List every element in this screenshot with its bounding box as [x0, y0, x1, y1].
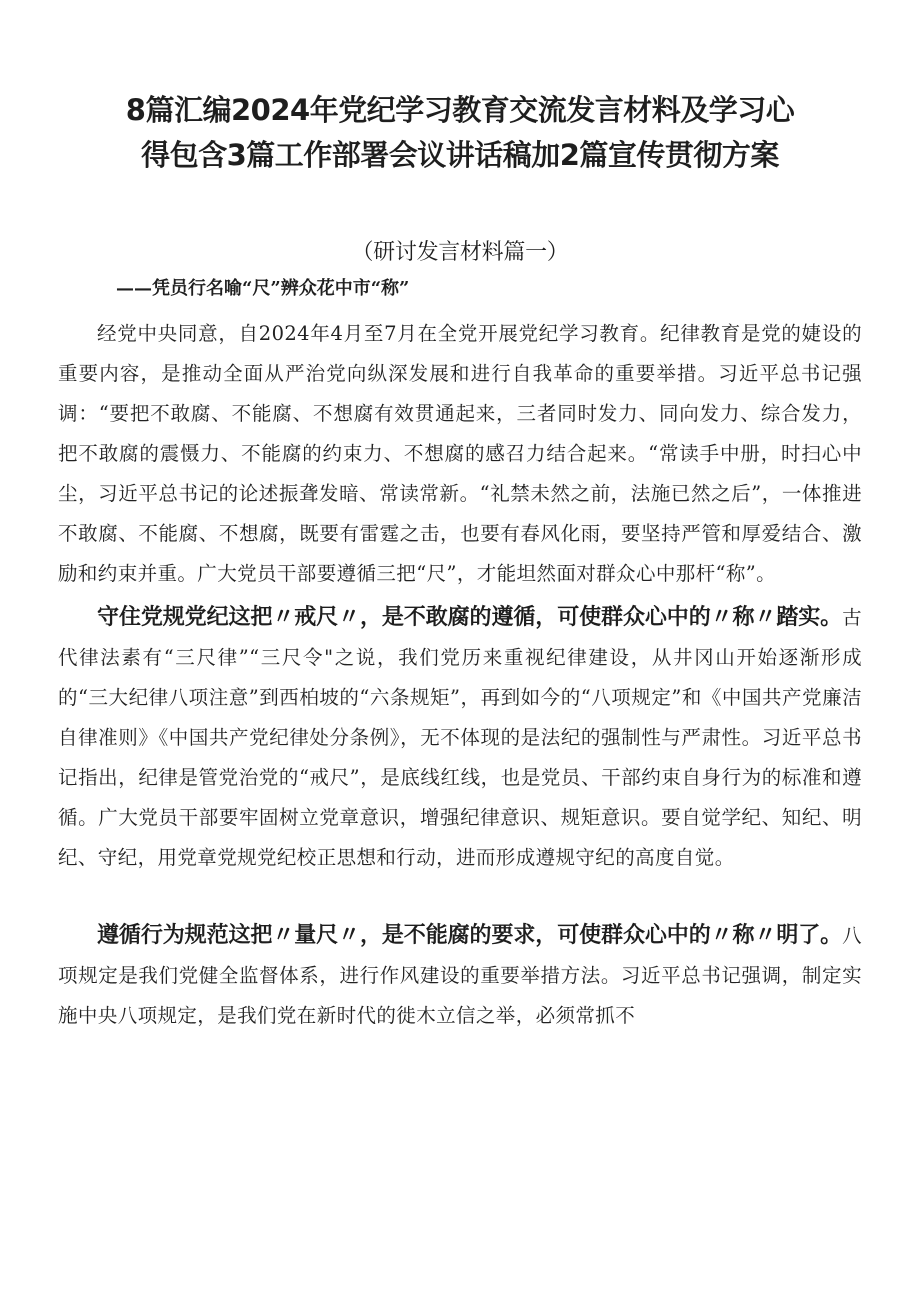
- paragraph-lead-conduct-ruler: 遵循行为规范这把〃量尺〃，是不能腐的要求，可使群众心中的〃称〃明了。: [97, 923, 843, 948]
- section-subtitle: ——凭员行名喻“尺”辨众花中市“称”: [116, 278, 410, 299]
- section-heading: （研讨发言材料篇一）: [351, 240, 569, 265]
- paragraph-intro: [58, 314, 862, 594]
- paragraph-body-discipline-ruler: 古代律法素有“三尺律”“三尺令"之说，我们党历来重视纪律建设，从井冈山开始逐渐形成的“三大纪律八项注意”到西柏坡的“六条规矩”，再到如今的“八项规定”和《中国共产党廉洁自律准则》《中国共产党纪律处分条例》，无不体现的是法纪的强制性与严肃性。习近平总书记指出，纪律是管党治党的“戒尺”，是底线红线，也是党员、干部约束自身行为的标准和遵循。广大党员干部要牢固树立党章意识，增强纪律意识、规矩意识。要自觉学纪、知纪、明纪、守纪，用党章党规党纪校正思想和行动，进而形成遵规守纪的高度自觉。: [58, 606, 862, 869]
- paragraph-discipline-ruler: [58, 598, 862, 878]
- paragraph-lead-discipline-ruler: 守住党规党纪这把〃戒尺〃，是不敢腐的遵循，可使群众心中的〃称〃踏实。: [97, 605, 843, 630]
- paragraph-body-conduct-ruler: 八项规定是我们党健全监督体系，进行作风建设的重要举措方法。习近平总书记强调，制定实施中央八项规定，是我们党在新时代的徙木立信之举，必须常抓不: [58, 924, 862, 1027]
- paragraph-intro-text: 经党中央同意，自2024年4月至7月在全党开展党纪学习教育。纪律教育是党的婕设的重要内容，是推动全面从严治党向纵深发展和进行自我革命的重要举措。习近平总书记强调：“要把不敢腐、不能腐、不想腐有效贯通起来，三者同时发力、同向发力、综合发力，把不敢腐的震慑力、不能腐的约束力、不想腐的感召力结合起来。“常读手中册，时扫心中尘，习近平总书记的论述振聋发暗、常读常新。“礼禁未然之前，法施已然之后”，一体推进不敢腐、不能腐、不想腐，既要有雷霆之击，也要有春风化雨，要坚持严管和厚爱结合、激励和约束并重。广大党员干部要遵循三把“尺”，才能坦然面对群众心中那杆“称”。: [58, 322, 862, 585]
- document-title: [58, 88, 862, 178]
- title-line-1: 8篇汇编2024年党纪学习教育交流发言材料及学习心: [125, 93, 795, 127]
- title-line-2: 得包含3篇工作部署会议讲话稿加2篇宣传贯彻方案: [141, 138, 779, 172]
- paragraph-conduct-ruler: [58, 916, 862, 1036]
